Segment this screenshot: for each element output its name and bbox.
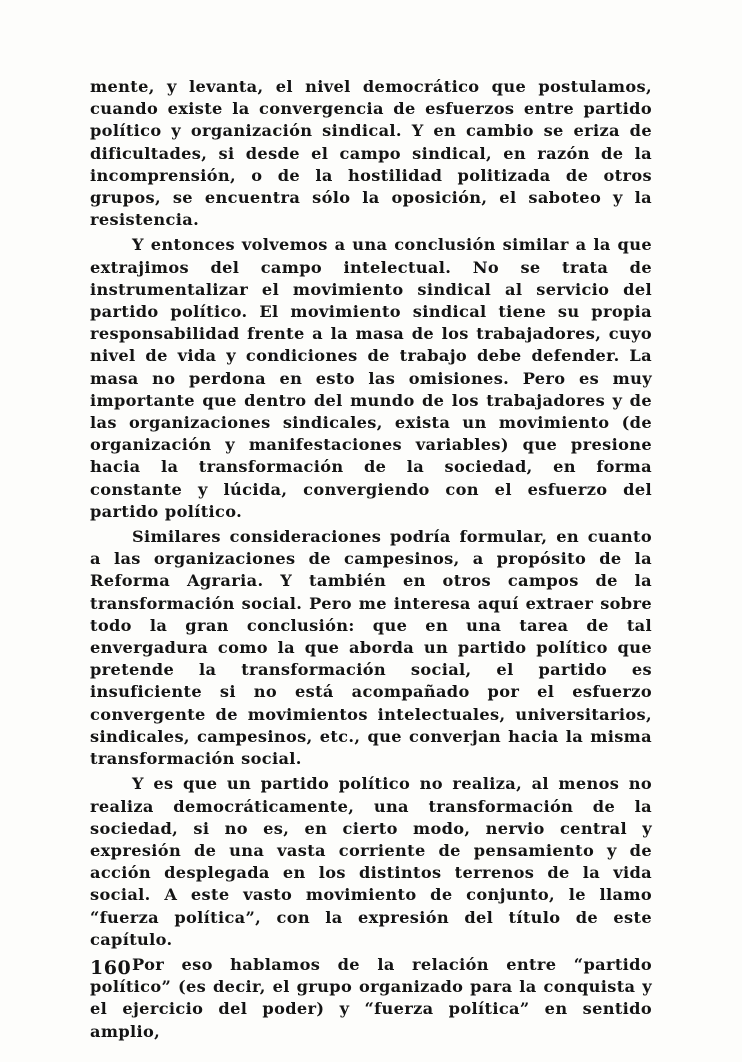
body-text xyxy=(90,76,652,1046)
paragraph-3: Similares consideraciones podría formular, en cuanto a las organizaciones de campesinos, a propósito de la Reforma Agraria. Y también en otros campos de la transformación social. Pero me interesa aquí extraer sobre todo la gran conclusión: que en una tarea de tal envergadura como la que aborda un partido político que pretende la transformación social, el partido es insuficiente si no está acompañado por el esfuerzo convergente de movimientos intelectuales, universitarios, sindicales, campesinos, etc., que converjan hacia la misma transformación social. xyxy=(90,527,652,769)
paragraph-5: Por eso hablamos de la relación entre “partido político” (es decir, el grupo organizado para la conquista y el ejercicio del poder) y “fuerza política” en sentido amplio, xyxy=(90,954,652,1041)
paragraph-1: mente, y levanta, el nivel democrático que postulamos, cuando existe la convergencia de esfuerzos entre partido político y organización sindical. Y en cambio se eriza de dificultades, si desde el campo sindical, en razón de la incomprensión, o de la hostilidad politizada de otros grupos, se encuentra sólo la oposición, el saboteo y la resistencia. xyxy=(90,77,652,230)
paragraph-4: Y es que un partido político no realiza, al menos no realiza democráticamente, una transformación de la sociedad, si no es, en cierto modo, nervio central y expresión de una vasta corriente de pensamiento y de acción desplegada en los distintos terrenos de la vida social. A este vasto movimiento de conjunto, le llamo “fuerza política”, con la expresión del título de este capítulo. xyxy=(90,774,652,949)
page-number: 160 xyxy=(90,957,132,979)
paragraph-2: Y entonces volvemos a una conclusión similar a la que extrajimos del campo intelectual. No se trata de instrumentalizar el movimiento sindical al servicio del partido político. El movimiento sindical tiene su propia responsabilidad frente a la masa de los trabajadores, cuyo nivel de vida y condiciones de trabajo debe defender. La masa no perdona en esto las omisiones. Pero es muy importante que dentro del mundo de los trabajadores y de las organizaciones sindicales, exista un movimiento (de organización y manifestaciones variables) que presione hacia la transformación de la sociedad, en forma constante y lúcida, convergiendo con el esfuerzo del partido político. xyxy=(90,235,652,521)
